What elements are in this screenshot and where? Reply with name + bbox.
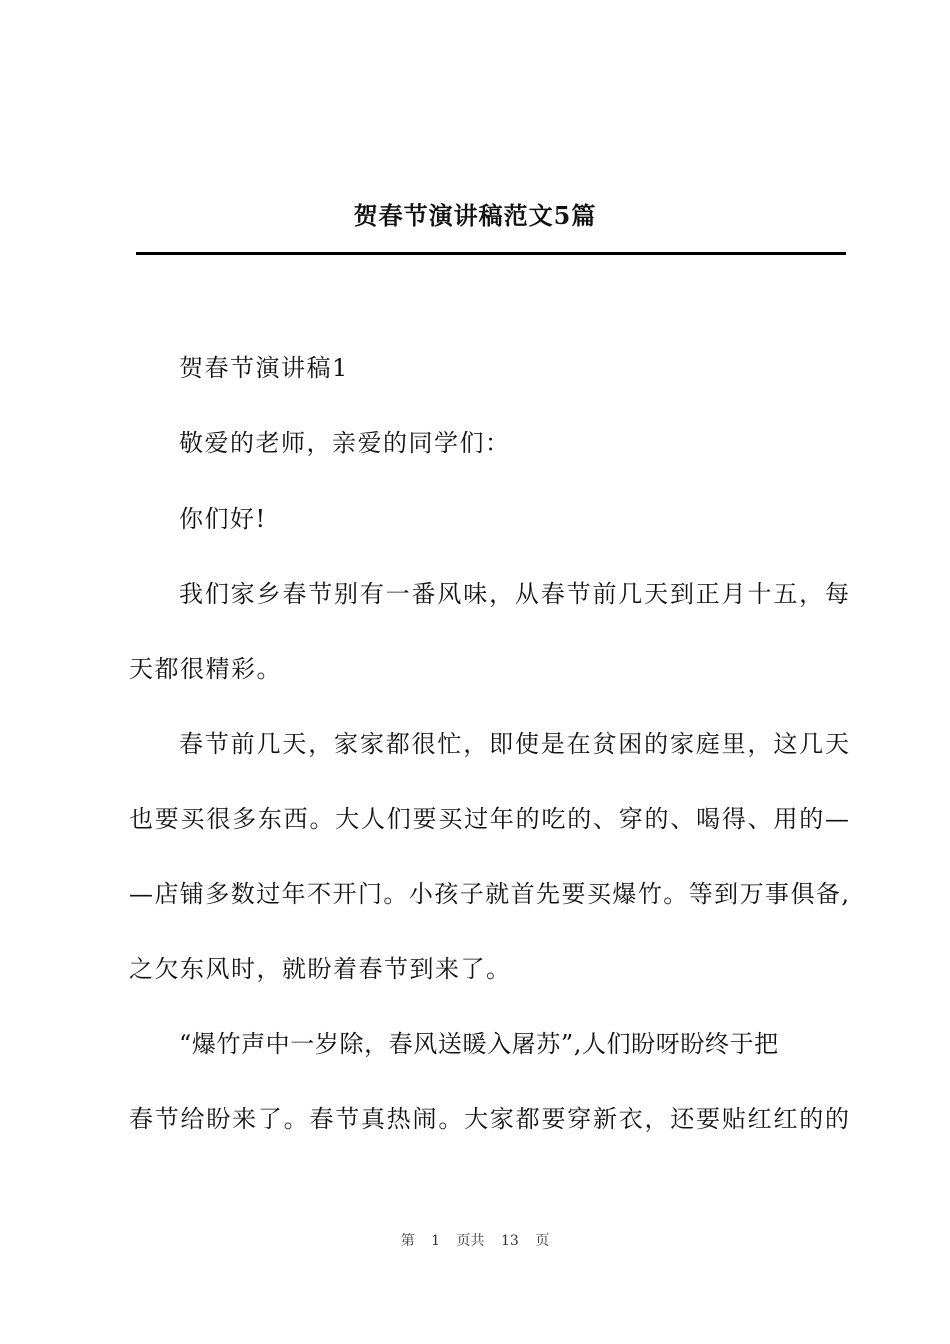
paragraph-line: 也要买很多东西。大人们要买过年的吃的、穿的、喝得、用的— xyxy=(129,805,849,833)
paragraph-line: 之欠东风时，就盼着春节到来了。 xyxy=(129,955,512,983)
speech-heading: 贺春节演讲稿1 xyxy=(179,354,349,382)
greeting-line: 你们好! xyxy=(179,505,267,533)
paragraph-line: 天都很精彩。 xyxy=(129,655,282,683)
paragraph-line: “爆竹声中一岁除，春风送暖入屠苏”,人们盼呀盼终于把 xyxy=(179,1030,779,1058)
paragraph-line: 我们家乡春节别有一番风味，从春节前几天到正月十五，每 xyxy=(179,580,849,608)
title-underline xyxy=(136,252,846,255)
salutation-line: 敬爱的老师，亲爱的同学们： xyxy=(179,429,511,457)
paragraph-line: 春节给盼来了。春节真热闹。大家都要穿新衣，还要贴红红的的 xyxy=(129,1105,849,1133)
paragraph-line: 春节前几天，家家都很忙，即使是在贫困的家庭里，这几天 xyxy=(179,730,849,758)
document-title: 贺春节演讲稿范文5篇 xyxy=(353,201,597,230)
page-footer: 第 1 页共 13 页 xyxy=(400,1233,550,1249)
paragraph-line: —店铺多数过年不开门。小孩子就首先要买爆竹。等到万事俱备, xyxy=(129,880,849,908)
